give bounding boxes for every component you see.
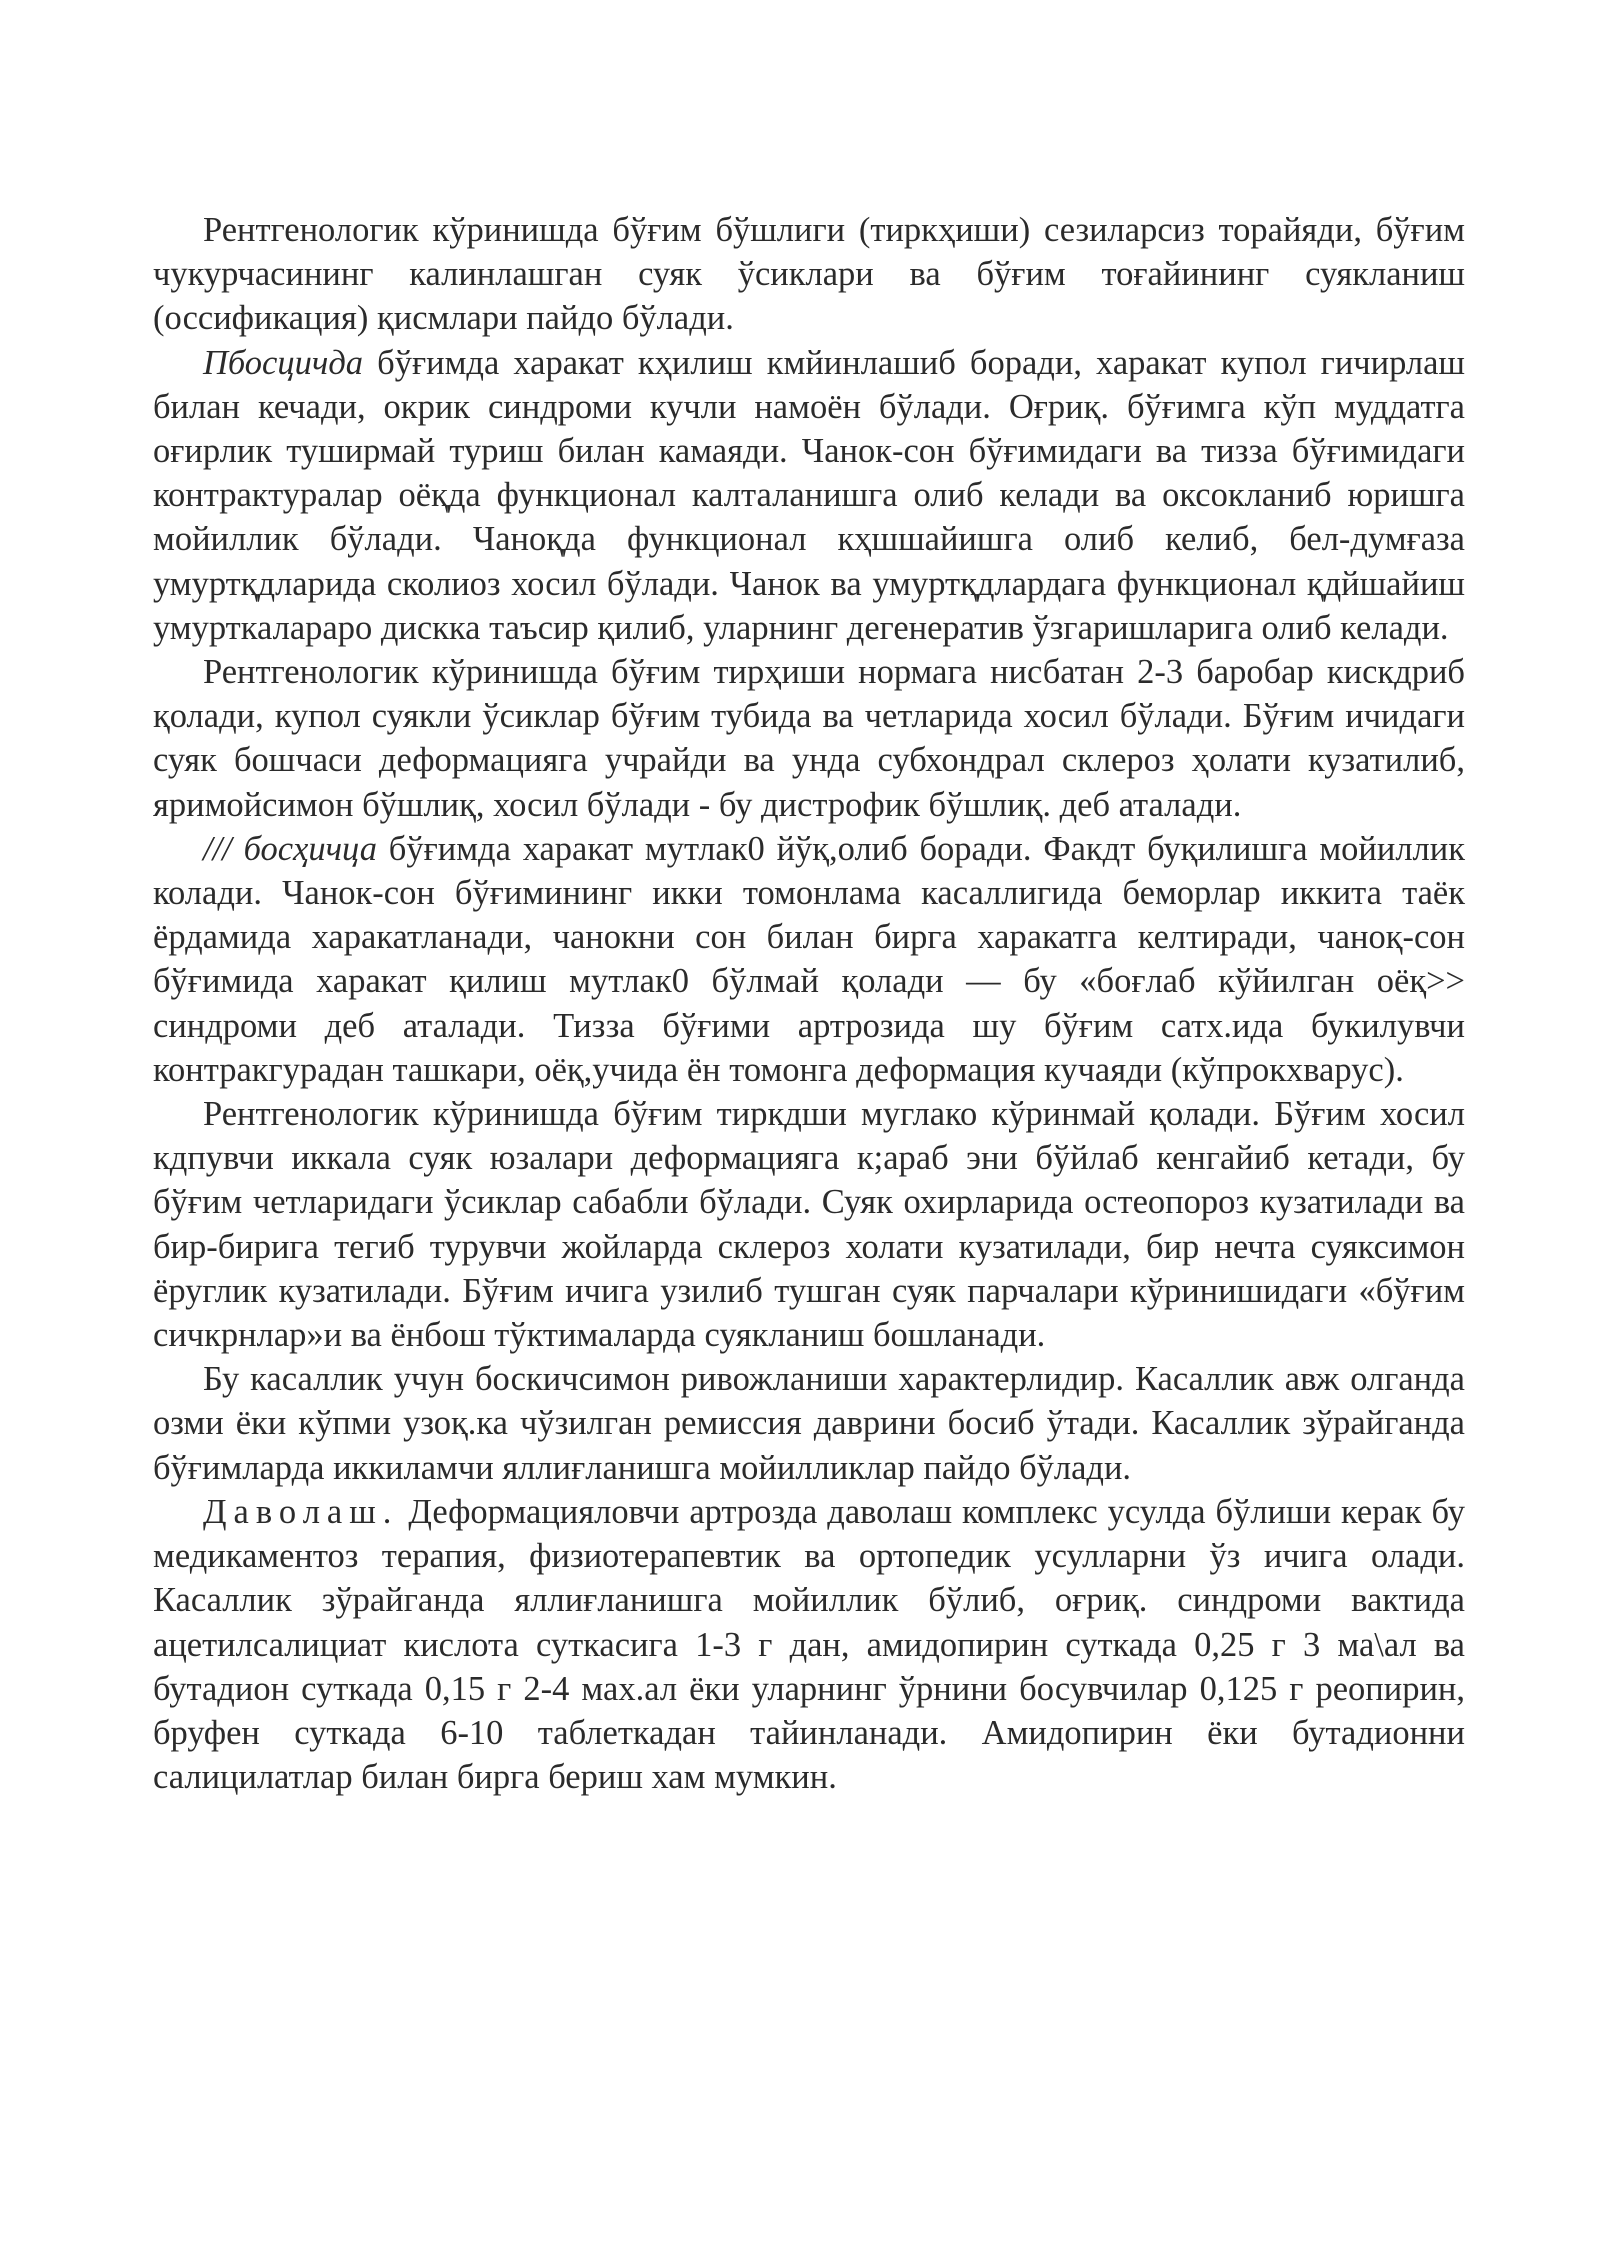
paragraph-2 xyxy=(153,341,1465,650)
stage-2-heading: Пбосцичда xyxy=(203,343,364,382)
paragraph-3-text: Рентгенологик кўринишда бўғим тирҳиши нормага нисбатан 2-3 баробар кискдриб қолади, купол суякли ўсиклар бўғим тубида ва четларида хосил бўлади. Бўғим ичидаги суяк бошчаси деформацияга учрайди ва унда субхондрал склероз ҳолати кузатилиб, яримойсимон бўшлиқ, хосил бўлади - бу дистрофик бўшлиқ. деб аталади. xyxy=(153,653,1465,824)
paragraph-3 xyxy=(153,650,1465,827)
paragraph-7 xyxy=(153,1490,1465,1799)
paragraph-6-text: Бу касаллик учун боскичсимон ривожланиши характерлидир. Касаллик авж олганда озми ёки кўпми узоқ.ка чўзилган ремиссия даврини босиб ўтади. Касаллик зўрайганда бўғимларда иккиламчи яллиғланишга мойилликлар пайдо бўлади. xyxy=(153,1360,1465,1487)
paragraph-6 xyxy=(153,1357,1465,1490)
paragraph-4-text: бўғимда харакат мутлак0 йўқ,олиб боради. Факдт буқилишга мойиллик колади. Чанок-сон бўғимининг икки томонлама касаллигида беморлар иккита таёк ёрдамида харакатланади, чанокни сон билан бирга харакатга келтиради, чаноқ-сон бўғимида харакат қилиш мутлак0 бўлмай қолади — бу «боғлаб кўйилган оёқ>> синдроми деб аталади. Тизза бўғими артрозида шу бўғим сатх.ида букилувчи контракгурадан ташкари, оёқ,учида ён томонга деформация кучаяди (кўпрокхварус). xyxy=(153,829,1465,1089)
paragraph-1 xyxy=(153,208,1465,341)
document-page xyxy=(153,208,1465,1799)
paragraph-1-text: Рентгенологик кўринишда бўғим бўшлиги (тиркҳиши) сезиларсиз торайяди, бўғим чукурчасининг калинлашган суяк ўсиклари ва бўғим тоғайининг суякланиш (оссификация) қисмлари пайдо бўлади. xyxy=(153,211,1465,338)
stage-3-heading: /// босҳичца xyxy=(203,829,377,868)
paragraph-5-text: Рентгенологик кўринишда бўғим тиркдши муглако кўринмай қолади. Бўғим хосил кдпувчи иккала суяк юзалари деформацияга к;араб эни бўйлаб кенгайиб кетади, бу бўғим четларидаги ўсиклар сабабли бўлади. Суяк охирларида остеопороз кузатилади ва бир-бирига тегиб турувчи жойларда склероз холати кузатилади, бир нечта суяксимон ёруглик кузатилади. Бўғим ичига узилиб тушган суяк парчалари кўринишидаги «бўғим сичкрнлар»и ва ёнбош тўктималарда суякланиш бошланади. xyxy=(153,1095,1465,1355)
paragraph-4 xyxy=(153,827,1465,1092)
paragraph-7-text: Деформацияловчи артрозда даволаш комплекс усулда бўлиши керак бу медикаментоз терапия, физиотерапевтик ва ортопедик усулларни ўз ичига олади. Касаллик зўрайганда яллиғланишга мойиллик бўлиб, оғриқ. синдроми вактида ацетилсалициат кислота суткасига 1-3 г дан, амидопирин суткада 0,25 г 3 ма\ал ва бутадион суткада 0,15 г 2-4 мах.ал ёки уларнинг ўрнини босувчилар 0,125 г реопирин, бруфен суткада 6-10 таблеткадан тайинланади. Амидопирин ёки бутадионни салицилатлар билан бирга бериш хам мумкин. xyxy=(153,1492,1465,1797)
treatment-heading: Даволаш. xyxy=(203,1492,399,1531)
paragraph-5 xyxy=(153,1092,1465,1357)
paragraph-2-text: бўғимда харакат кҳилиш кмйинлашиб боради, харакат купол гичирлаш билан кечади, окрик синдроми кучли намоён бўлади. Оғриқ. бўғимга кўп муддатга оғирлик туширмай туриш билан камаяди. Чанок-сон бўғимидаги ва тизза бўғимидаги контрактуралар оёқда функционал калталанишга олиб келади ва оксокланиб юришга мойиллик бўлади. Чаноқда функционал кҳшшайишга олиб келиб, бел-думғаза умуртқдларида сколиоз хосил бўлади. Чанок ва умуртқдлардага функционал қдйшайиш умурткалараро дискка таъсир қилиб, уларнинг дегенератив ўзгаришларига олиб келади. xyxy=(153,343,1465,647)
